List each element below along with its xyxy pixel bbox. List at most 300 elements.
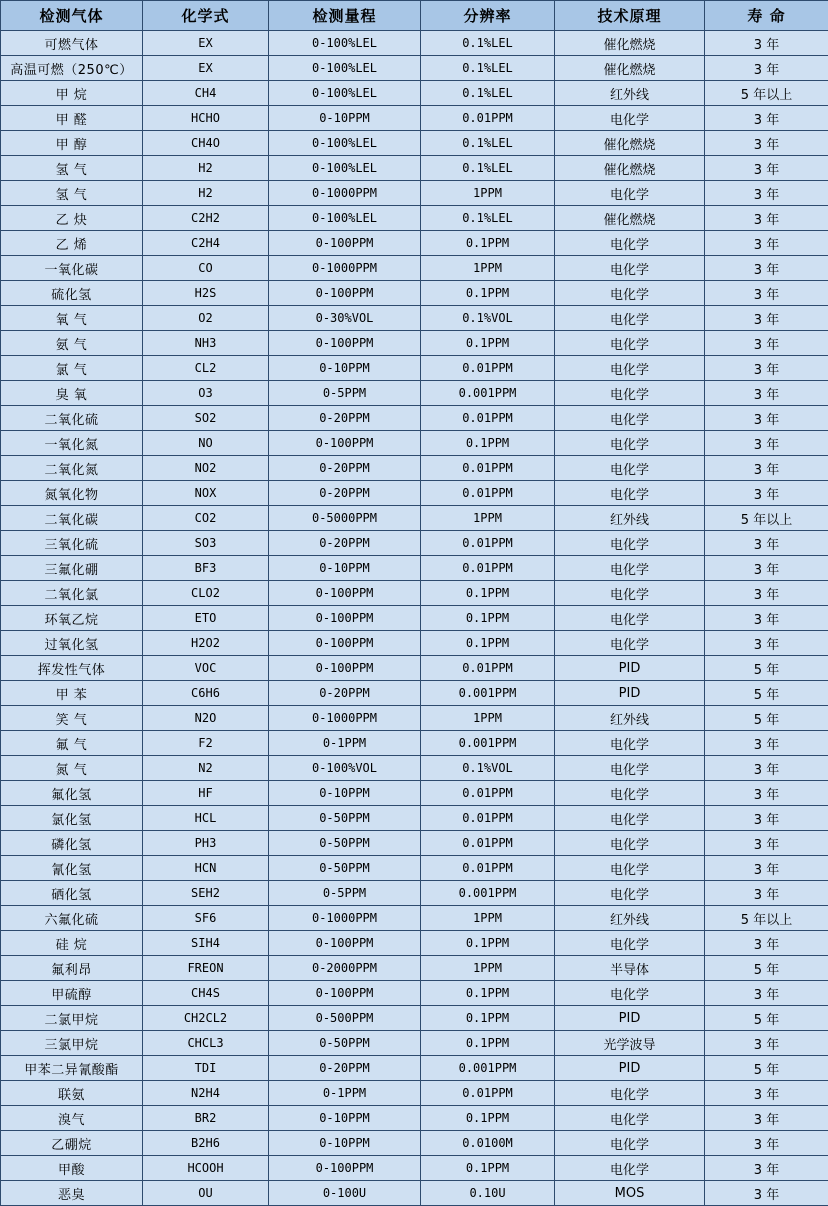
- cell-range: 0-20PPM: [269, 406, 421, 431]
- cell-gas: 三氟化硼: [1, 556, 143, 581]
- cell-technology: 电化学: [555, 181, 705, 206]
- cell-gas: 可燃气体: [1, 31, 143, 56]
- cell-resolution: 0.1PPM: [421, 281, 555, 306]
- cell-formula: ETO: [143, 606, 269, 631]
- cell-range: 0-1PPM: [269, 1081, 421, 1106]
- cell-lifetime: 3 年: [705, 331, 828, 356]
- cell-lifetime: 3 年: [705, 981, 828, 1006]
- table-row: [1, 181, 828, 206]
- cell-lifetime: 3 年: [705, 56, 828, 81]
- cell-formula: N2: [143, 756, 269, 781]
- cell-gas: 甲硫醇: [1, 981, 143, 1006]
- cell-technology: PID: [555, 656, 705, 681]
- cell-resolution: 0.01PPM: [421, 1081, 555, 1106]
- cell-resolution: 0.1PPM: [421, 1106, 555, 1131]
- table-row: [1, 1081, 828, 1106]
- table-row: [1, 706, 828, 731]
- cell-gas: 挥发性气体: [1, 656, 143, 681]
- cell-lifetime: 5 年以上: [705, 906, 828, 931]
- cell-formula: SO2: [143, 406, 269, 431]
- table-row: [1, 831, 828, 856]
- cell-lifetime: 3 年: [705, 181, 828, 206]
- cell-resolution: 0.01PPM: [421, 806, 555, 831]
- cell-range: 0-100%VOL: [269, 756, 421, 781]
- cell-technology: 半导体: [555, 956, 705, 981]
- cell-technology: 红外线: [555, 506, 705, 531]
- cell-range: 0-5PPM: [269, 381, 421, 406]
- cell-range: 0-100PPM: [269, 431, 421, 456]
- cell-formula: C2H2: [143, 206, 269, 231]
- cell-range: 0-100PPM: [269, 331, 421, 356]
- table-row: [1, 681, 828, 706]
- cell-resolution: 0.001PPM: [421, 731, 555, 756]
- cell-lifetime: 5 年以上: [705, 81, 828, 106]
- cell-range: 0-50PPM: [269, 1031, 421, 1056]
- cell-range: 0-100%LEL: [269, 156, 421, 181]
- cell-lifetime: 5 年: [705, 1006, 828, 1031]
- cell-lifetime: 3 年: [705, 806, 828, 831]
- cell-lifetime: 3 年: [705, 731, 828, 756]
- table-row: [1, 356, 828, 381]
- cell-gas: 磷化氢: [1, 831, 143, 856]
- cell-formula: NO2: [143, 456, 269, 481]
- cell-resolution: 0.1%LEL: [421, 206, 555, 231]
- table-body: [1, 31, 828, 1206]
- cell-lifetime: 3 年: [705, 456, 828, 481]
- cell-lifetime: 3 年: [705, 756, 828, 781]
- cell-lifetime: 3 年: [705, 481, 828, 506]
- cell-technology: PID: [555, 1006, 705, 1031]
- cell-formula: HCHO: [143, 106, 269, 131]
- cell-technology: 电化学: [555, 231, 705, 256]
- cell-technology: 电化学: [555, 981, 705, 1006]
- cell-gas: 二氯甲烷: [1, 1006, 143, 1031]
- table-row: [1, 406, 828, 431]
- cell-lifetime: 3 年: [705, 606, 828, 631]
- table-row: [1, 531, 828, 556]
- cell-lifetime: 3 年: [705, 1131, 828, 1156]
- cell-resolution: 1PPM: [421, 956, 555, 981]
- cell-formula: NH3: [143, 331, 269, 356]
- cell-range: 0-10PPM: [269, 1131, 421, 1156]
- cell-formula: VOC: [143, 656, 269, 681]
- cell-resolution: 0.001PPM: [421, 881, 555, 906]
- table-row: [1, 1106, 828, 1131]
- cell-technology: 催化燃烧: [555, 31, 705, 56]
- cell-lifetime: 3 年: [705, 556, 828, 581]
- cell-formula: CH4: [143, 81, 269, 106]
- cell-resolution: 0.01PPM: [421, 856, 555, 881]
- cell-formula: HCN: [143, 856, 269, 881]
- table-row: [1, 981, 828, 1006]
- cell-formula: CHCL3: [143, 1031, 269, 1056]
- cell-formula: CO: [143, 256, 269, 281]
- cell-formula: F2: [143, 731, 269, 756]
- cell-range: 0-10PPM: [269, 781, 421, 806]
- table-header-row: [1, 1, 828, 31]
- table-row: [1, 156, 828, 181]
- cell-range: 0-2000PPM: [269, 956, 421, 981]
- table-row: [1, 881, 828, 906]
- table-row: [1, 856, 828, 881]
- cell-formula: HCL: [143, 806, 269, 831]
- cell-gas: 一氧化碳: [1, 256, 143, 281]
- cell-range: 0-500PPM: [269, 1006, 421, 1031]
- cell-resolution: 0.001PPM: [421, 1056, 555, 1081]
- cell-resolution: 0.01PPM: [421, 406, 555, 431]
- cell-resolution: 0.01PPM: [421, 781, 555, 806]
- cell-resolution: 0.1%VOL: [421, 756, 555, 781]
- cell-gas: 联氨: [1, 1081, 143, 1106]
- cell-range: 0-1000PPM: [269, 906, 421, 931]
- cell-gas: 硅 烷: [1, 931, 143, 956]
- cell-range: 0-10PPM: [269, 1106, 421, 1131]
- cell-technology: 电化学: [555, 806, 705, 831]
- cell-range: 0-100PPM: [269, 231, 421, 256]
- cell-gas: 氢 气: [1, 181, 143, 206]
- cell-technology: 电化学: [555, 831, 705, 856]
- table-row: [1, 106, 828, 131]
- cell-formula: OU: [143, 1181, 269, 1206]
- cell-gas: 甲 醇: [1, 131, 143, 156]
- cell-gas: 二氧化氯: [1, 581, 143, 606]
- cell-resolution: 0.01PPM: [421, 356, 555, 381]
- cell-range: 0-100PPM: [269, 581, 421, 606]
- cell-technology: 电化学: [555, 481, 705, 506]
- cell-gas: 二氧化氮: [1, 456, 143, 481]
- cell-technology: 电化学: [555, 581, 705, 606]
- cell-resolution: 0.1%LEL: [421, 156, 555, 181]
- cell-range: 0-100PPM: [269, 931, 421, 956]
- cell-range: 0-20PPM: [269, 1056, 421, 1081]
- cell-range: 0-20PPM: [269, 481, 421, 506]
- table-row: [1, 506, 828, 531]
- table-row: [1, 331, 828, 356]
- cell-gas: 乙 烯: [1, 231, 143, 256]
- cell-gas: 恶臭: [1, 1181, 143, 1206]
- column-header-resolution: 分辨率: [421, 1, 555, 31]
- cell-formula: CO2: [143, 506, 269, 531]
- cell-lifetime: 5 年: [705, 706, 828, 731]
- cell-resolution: 0.1PPM: [421, 981, 555, 1006]
- cell-gas: 氟利昂: [1, 956, 143, 981]
- table-row: [1, 631, 828, 656]
- cell-technology: 光学波导: [555, 1031, 705, 1056]
- cell-lifetime: 3 年: [705, 856, 828, 881]
- cell-lifetime: 3 年: [705, 1181, 828, 1206]
- cell-technology: 电化学: [555, 606, 705, 631]
- cell-range: 0-50PPM: [269, 856, 421, 881]
- column-header-formula: 化学式: [143, 1, 269, 31]
- table-header: [1, 1, 828, 31]
- table-row: [1, 581, 828, 606]
- cell-lifetime: 3 年: [705, 881, 828, 906]
- cell-range: 0-100%LEL: [269, 56, 421, 81]
- cell-range: 0-30%VOL: [269, 306, 421, 331]
- cell-resolution: 0.001PPM: [421, 381, 555, 406]
- table-row: [1, 81, 828, 106]
- cell-gas: 一氧化氮: [1, 431, 143, 456]
- cell-gas: 溴气: [1, 1106, 143, 1131]
- table-row: [1, 431, 828, 456]
- table-row: [1, 231, 828, 256]
- cell-range: 0-100%LEL: [269, 31, 421, 56]
- cell-formula: C6H6: [143, 681, 269, 706]
- cell-lifetime: 3 年: [705, 831, 828, 856]
- cell-formula: CH2CL2: [143, 1006, 269, 1031]
- cell-lifetime: 3 年: [705, 1081, 828, 1106]
- cell-resolution: 0.0100M: [421, 1131, 555, 1156]
- cell-technology: 电化学: [555, 756, 705, 781]
- cell-formula: H2: [143, 181, 269, 206]
- table-row: [1, 206, 828, 231]
- cell-formula: SO3: [143, 531, 269, 556]
- cell-gas: 硫化氢: [1, 281, 143, 306]
- cell-resolution: 0.1PPM: [421, 431, 555, 456]
- table-row: [1, 281, 828, 306]
- cell-technology: 催化燃烧: [555, 156, 705, 181]
- cell-formula: O3: [143, 381, 269, 406]
- cell-technology: 电化学: [555, 531, 705, 556]
- cell-formula: NO: [143, 431, 269, 456]
- table-row: [1, 256, 828, 281]
- cell-resolution: 0.10U: [421, 1181, 555, 1206]
- table-row: [1, 906, 828, 931]
- cell-resolution: 0.1%LEL: [421, 131, 555, 156]
- cell-lifetime: 3 年: [705, 931, 828, 956]
- cell-range: 0-50PPM: [269, 831, 421, 856]
- cell-range: 0-100PPM: [269, 981, 421, 1006]
- cell-range: 0-5000PPM: [269, 506, 421, 531]
- cell-resolution: 0.01PPM: [421, 531, 555, 556]
- cell-technology: 电化学: [555, 281, 705, 306]
- cell-gas: 臭 氧: [1, 381, 143, 406]
- cell-lifetime: 3 年: [705, 581, 828, 606]
- cell-resolution: 0.1PPM: [421, 331, 555, 356]
- cell-technology: 电化学: [555, 556, 705, 581]
- cell-gas: 甲酸: [1, 1156, 143, 1181]
- cell-lifetime: 3 年: [705, 631, 828, 656]
- cell-technology: 电化学: [555, 1156, 705, 1181]
- cell-resolution: 1PPM: [421, 706, 555, 731]
- table-row: [1, 731, 828, 756]
- cell-technology: 电化学: [555, 431, 705, 456]
- column-header-technology: 技术原理: [555, 1, 705, 31]
- cell-lifetime: 3 年: [705, 1156, 828, 1181]
- cell-gas: 氮 气: [1, 756, 143, 781]
- table-row: [1, 456, 828, 481]
- cell-technology: 电化学: [555, 331, 705, 356]
- cell-technology: 红外线: [555, 81, 705, 106]
- cell-formula: BF3: [143, 556, 269, 581]
- cell-formula: CL2: [143, 356, 269, 381]
- cell-gas: 六氟化硫: [1, 906, 143, 931]
- cell-technology: 红外线: [555, 706, 705, 731]
- cell-formula: EX: [143, 56, 269, 81]
- cell-formula: PH3: [143, 831, 269, 856]
- cell-lifetime: 5 年: [705, 681, 828, 706]
- cell-technology: 电化学: [555, 306, 705, 331]
- cell-technology: 电化学: [555, 856, 705, 881]
- cell-technology: 电化学: [555, 1106, 705, 1131]
- cell-range: 0-100PPM: [269, 631, 421, 656]
- table-row: [1, 306, 828, 331]
- table-row: [1, 1181, 828, 1206]
- cell-technology: 红外线: [555, 906, 705, 931]
- cell-gas: 硒化氢: [1, 881, 143, 906]
- cell-gas: 氧 气: [1, 306, 143, 331]
- cell-formula: N2H4: [143, 1081, 269, 1106]
- cell-technology: 电化学: [555, 1081, 705, 1106]
- cell-technology: 催化燃烧: [555, 56, 705, 81]
- cell-formula: H2O2: [143, 631, 269, 656]
- table-row: [1, 1156, 828, 1181]
- cell-range: 0-20PPM: [269, 456, 421, 481]
- cell-gas: 氢 气: [1, 156, 143, 181]
- table-row: [1, 131, 828, 156]
- cell-resolution: 0.1PPM: [421, 606, 555, 631]
- cell-gas: 二氧化硫: [1, 406, 143, 431]
- cell-resolution: 0.1PPM: [421, 631, 555, 656]
- table-row: [1, 956, 828, 981]
- cell-gas: 氯 气: [1, 356, 143, 381]
- cell-resolution: 0.01PPM: [421, 481, 555, 506]
- cell-technology: 电化学: [555, 356, 705, 381]
- table-row: [1, 1006, 828, 1031]
- cell-lifetime: 3 年: [705, 1031, 828, 1056]
- cell-technology: 电化学: [555, 381, 705, 406]
- cell-formula: BR2: [143, 1106, 269, 1131]
- cell-resolution: 0.1PPM: [421, 1031, 555, 1056]
- table-row: [1, 556, 828, 581]
- cell-technology: 电化学: [555, 256, 705, 281]
- cell-resolution: 1PPM: [421, 256, 555, 281]
- cell-gas: 高温可燃（250℃）: [1, 56, 143, 81]
- cell-resolution: 0.1PPM: [421, 1156, 555, 1181]
- table-row: [1, 56, 828, 81]
- cell-lifetime: 3 年: [705, 281, 828, 306]
- cell-range: 0-10PPM: [269, 356, 421, 381]
- cell-formula: CLO2: [143, 581, 269, 606]
- table-row: [1, 656, 828, 681]
- cell-range: 0-1000PPM: [269, 256, 421, 281]
- table-row: [1, 781, 828, 806]
- cell-lifetime: 5 年: [705, 956, 828, 981]
- cell-lifetime: 3 年: [705, 381, 828, 406]
- cell-formula: SEH2: [143, 881, 269, 906]
- column-header-range: 检测量程: [269, 1, 421, 31]
- cell-range: 0-100PPM: [269, 606, 421, 631]
- cell-technology: 电化学: [555, 631, 705, 656]
- cell-resolution: 0.1%VOL: [421, 306, 555, 331]
- table-row: [1, 756, 828, 781]
- cell-gas: 乙 炔: [1, 206, 143, 231]
- cell-technology: 催化燃烧: [555, 206, 705, 231]
- cell-technology: PID: [555, 681, 705, 706]
- cell-lifetime: 5 年: [705, 1056, 828, 1081]
- table-row: [1, 1131, 828, 1156]
- cell-technology: 电化学: [555, 931, 705, 956]
- cell-gas: 笑 气: [1, 706, 143, 731]
- cell-technology: 电化学: [555, 731, 705, 756]
- cell-range: 0-1000PPM: [269, 181, 421, 206]
- cell-formula: SIH4: [143, 931, 269, 956]
- cell-formula: C2H4: [143, 231, 269, 256]
- cell-resolution: 0.1%LEL: [421, 56, 555, 81]
- cell-technology: 电化学: [555, 881, 705, 906]
- cell-formula: HF: [143, 781, 269, 806]
- cell-range: 0-100U: [269, 1181, 421, 1206]
- cell-formula: CH4S: [143, 981, 269, 1006]
- cell-resolution: 1PPM: [421, 506, 555, 531]
- cell-range: 0-5PPM: [269, 881, 421, 906]
- cell-gas: 氰化氢: [1, 856, 143, 881]
- cell-range: 0-100PPM: [269, 1156, 421, 1181]
- cell-gas: 过氧化氢: [1, 631, 143, 656]
- cell-lifetime: 3 年: [705, 356, 828, 381]
- cell-lifetime: 3 年: [705, 256, 828, 281]
- cell-technology: PID: [555, 1056, 705, 1081]
- cell-gas: 甲 醛: [1, 106, 143, 131]
- table-row: [1, 931, 828, 956]
- cell-gas: 甲 苯: [1, 681, 143, 706]
- cell-gas: 环氧乙烷: [1, 606, 143, 631]
- cell-formula: NOX: [143, 481, 269, 506]
- cell-gas: 氯化氢: [1, 806, 143, 831]
- cell-gas: 氟化氢: [1, 781, 143, 806]
- cell-lifetime: 3 年: [705, 206, 828, 231]
- cell-resolution: 0.1%LEL: [421, 31, 555, 56]
- cell-lifetime: 5 年以上: [705, 506, 828, 531]
- cell-range: 0-100%LEL: [269, 131, 421, 156]
- cell-resolution: 0.1PPM: [421, 931, 555, 956]
- cell-formula: SF6: [143, 906, 269, 931]
- cell-lifetime: 5 年: [705, 656, 828, 681]
- cell-resolution: 0.01PPM: [421, 456, 555, 481]
- cell-lifetime: 3 年: [705, 106, 828, 131]
- cell-range: 0-100%LEL: [269, 81, 421, 106]
- cell-range: 0-10PPM: [269, 106, 421, 131]
- cell-range: 0-1PPM: [269, 731, 421, 756]
- cell-formula: TDI: [143, 1056, 269, 1081]
- cell-formula: N2O: [143, 706, 269, 731]
- table-row: [1, 381, 828, 406]
- table-row: [1, 31, 828, 56]
- cell-technology: 电化学: [555, 456, 705, 481]
- cell-resolution: 0.01PPM: [421, 831, 555, 856]
- cell-resolution: 0.1PPM: [421, 581, 555, 606]
- cell-lifetime: 3 年: [705, 1106, 828, 1131]
- cell-resolution: 0.01PPM: [421, 556, 555, 581]
- cell-resolution: 0.01PPM: [421, 106, 555, 131]
- cell-range: 0-50PPM: [269, 806, 421, 831]
- cell-range: 0-100PPM: [269, 656, 421, 681]
- column-header-gas: 检测气体: [1, 1, 143, 31]
- cell-range: 0-20PPM: [269, 531, 421, 556]
- cell-lifetime: 3 年: [705, 531, 828, 556]
- cell-technology: 电化学: [555, 406, 705, 431]
- table-row: [1, 806, 828, 831]
- cell-lifetime: 3 年: [705, 406, 828, 431]
- cell-resolution: 1PPM: [421, 906, 555, 931]
- cell-formula: CH4O: [143, 131, 269, 156]
- cell-resolution: 0.01PPM: [421, 656, 555, 681]
- cell-gas: 氮氧化物: [1, 481, 143, 506]
- cell-technology: 电化学: [555, 781, 705, 806]
- cell-gas: 三氧化硫: [1, 531, 143, 556]
- cell-resolution: 0.1PPM: [421, 1006, 555, 1031]
- table-row: [1, 1031, 828, 1056]
